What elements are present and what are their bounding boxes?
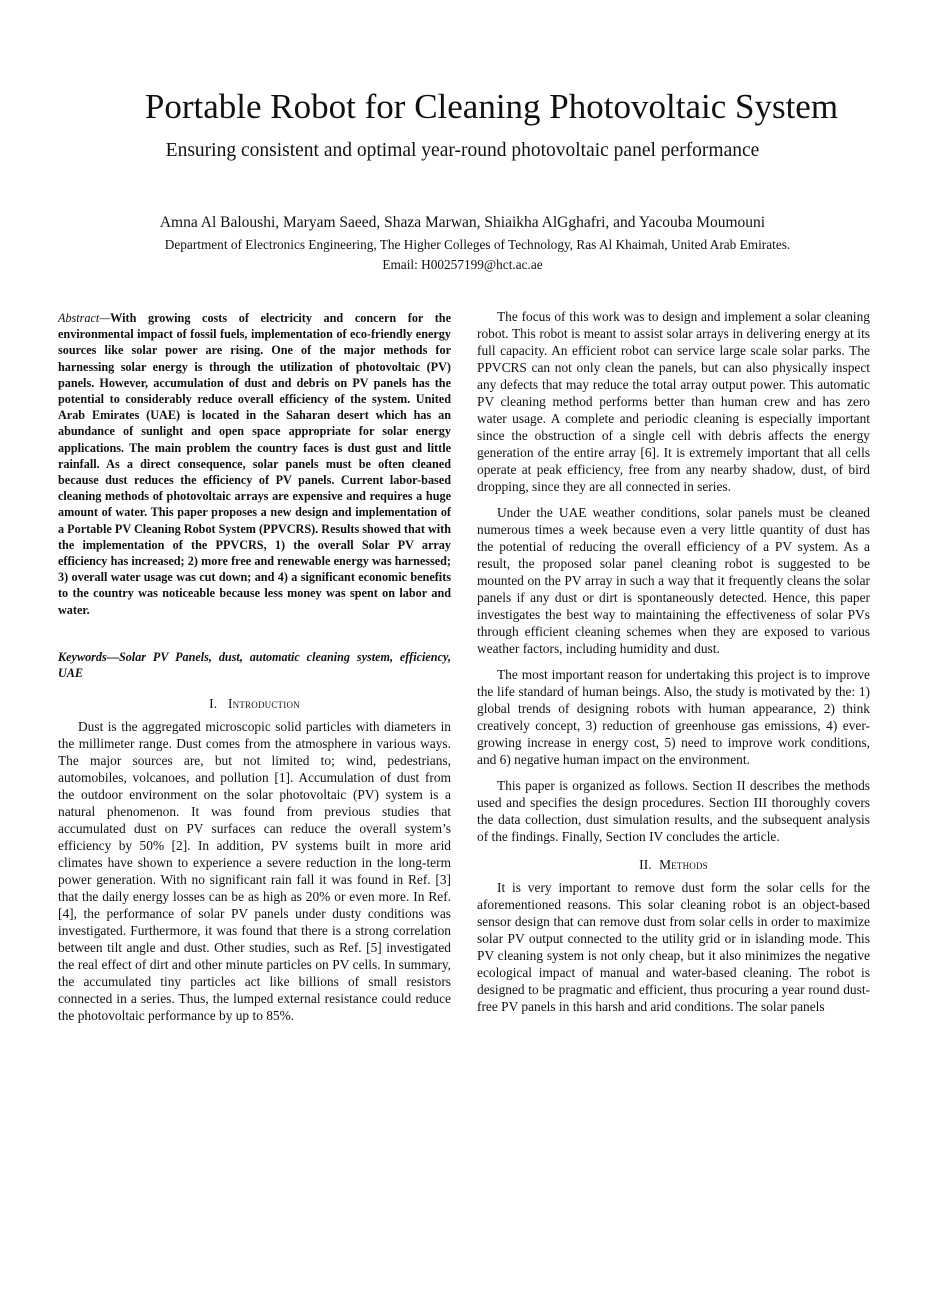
- section-heading-introduction: [58, 695, 451, 712]
- section-number: I.: [209, 696, 218, 712]
- paragraph: The focus of this work was to design and implement a solar cleaning robot. This robot is meant to assist solar arrays in delivering energy at its full capacity. An efficient robot can service large scale solar parks. The PPVCRS can not only clean the panels, but can also physically inspect any defects that may reduce the total array output power. This automatic PV cleaning method performs better than human crew and has zero water usage. A complete and periodic cleaning is especially important since the obstruction of a single cell with debris affects the energy generation of the entire array [6]. It is extremely important that all cells operate at peak efficiency, free from any nearby shadow, dust, of bird dropping, since they are all connected in series.: [477, 309, 870, 494]
- author-list: Amna Al Baloushi, Maryam Saeed, Shaza Marwan, Shiaikha AlGghafri, and Yacouba Moumouni: [159, 214, 766, 231]
- keywords-text: Solar PV Panels, dust, automatic cleaning system, efficiency, UAE: [58, 649, 451, 681]
- abstract-label: Abstract: [58, 311, 100, 325]
- abstract: [58, 310, 451, 618]
- paper-title: Portable Robot for Cleaning Photovoltaic System: [144, 87, 839, 126]
- keywords-label: Keywords—: [58, 649, 119, 664]
- abstract-dash: —: [99, 311, 111, 325]
- keywords: [58, 649, 451, 681]
- affiliation: Department of Electronics Engineering, The Higher Colleges of Technology, Ras Al Khaimah, United Arab Emirates.: [164, 237, 791, 252]
- right-column: [477, 308, 870, 1024]
- section-heading-methods: [477, 856, 870, 873]
- paragraph: Dust is the aggregated microscopic solid particles with diameters in the millimeter range. Dust comes from the atmosphere in various ways. The major sources are, but not limited to; wind, pedestrians, automobiles, volcanoes, and pollution [1]. Accumulation of dust from the outdoor environment on the solar photovoltaic (PV) system is a natural phenomenon. It was found from previous studies that accumulated dust on PV surfaces can reduce the overall system’s efficiency by 50% [2]. In addition, PV systems built in more arid climates have shown to experience a severe reduction in the long-term power generation. With no significant rain fall it was found in Ref. [3] that the daily energy losses can be as high as 20% or even more. In Ref. [4], the performance of solar PV panels under dusty conditions was investigated. Furthermore, it was found that there is a strong correlation between tilt angle and dust. Other studies, such as Ref. [5] investigated the real effect of dirt and other minute particles on PV cells. In summary, the accumulated tiny particles act like billions of small resistors connected in a series. Thus, the lumped external resistance could reduce the photovoltaic performance by up to 85%.: [58, 719, 451, 1024]
- section-title: Methods: [659, 857, 708, 872]
- section-title: Introduction: [228, 696, 300, 712]
- paragraph: This paper is organized as follows. Section II describes the methods used and specifies the design procedures. Section III thoroughly covers the data collection, dust simulation results, and the subsequent analysis of the findings. Finally, Section IV concludes the article.: [477, 778, 870, 844]
- paragraph: The most important reason for undertaking this project is to improve the life standard of human beings. Also, the study is motivated by the: 1) global trends of designing robots with human appearance, 2) think creatively concept, 3) reduction of greenhouse gas emissions, 4) ever-growing increase in energy cost, 5) need to improve work conditions, and 6) negative human impact on the environment.: [477, 667, 870, 767]
- left-column: [58, 310, 451, 1033]
- paragraph: Under the UAE weather conditions, solar panels must be cleaned numerous times a week because even a very little quantity of dust has the potential of reducing the overall efficiency of a PV system. As a result, the proposed solar panel cleaning robot is suggested to be mounted on the PV array in such a way that it frequently cleans the solar panels if any dust or dirt is spontaneously detected. Hence, this paper investigates the best way to maintaining the effectiveness of solar PVs through efficient cleaning schemes when they are exposed to various weather factors, including humidity and dust.: [477, 505, 870, 656]
- contact-email: Email: H00257199@hct.ac.ae: [382, 257, 543, 272]
- paper-subtitle: Ensuring consistent and optimal year-round photovoltaic panel performance: [165, 140, 760, 161]
- section-number: II.: [639, 857, 652, 872]
- paragraph: It is very important to remove dust form the solar cells for the aforementioned reasons. This solar cleaning robot is an object-based sensor design that can remove dust from solar cells in order to maximize solar PV output connected to the utility grid or in islanding mode. This PV cleaning system is not only cheap, but it also minimizes the negative ecological impact of manual and water-based cleaning. The robot is designed to be pragmatic and efficient, thus procuring a year round dust-free PV panels in this harsh and arid conditions. The solar panels: [477, 880, 870, 1014]
- abstract-text: With growing costs of electricity and concern for the environmental impact of fossil fuels, implementation of eco-friendly energy sources like solar power are rising. One of the major methods for harnessing solar energy is through the utilization of photovoltaic (PV) panels. However, accumulation of dust and debris on PV panels has the potential to considerably reduce overall efficiency of the system. United Arab Emirates (UAE) is located in the Saharan desert which has an abundance of sunlight and open space appropriate for solar energy applications. The main problem the country faces is dust gust and little rainfall. As a direct consequence, solar panels must be often cleaned because dust reduces the efficiency of PV panels. Current labor-based cleaning methods of photovoltaic arrays are expensive and requires a huge amount of water. This paper proposes a new design and implementation of a Portable PV Cleaning Robot System (PPVCRS). Results showed that with the implementation of the PPVCRS, 1) the overall Solar PV array efficiency has increased; 2) more free and renewable energy was harnessed; 3) overall water usage was cut down; and 4) a significant economic benefits to the country was noticeable because less money was spent on labor and water.: [58, 311, 451, 617]
